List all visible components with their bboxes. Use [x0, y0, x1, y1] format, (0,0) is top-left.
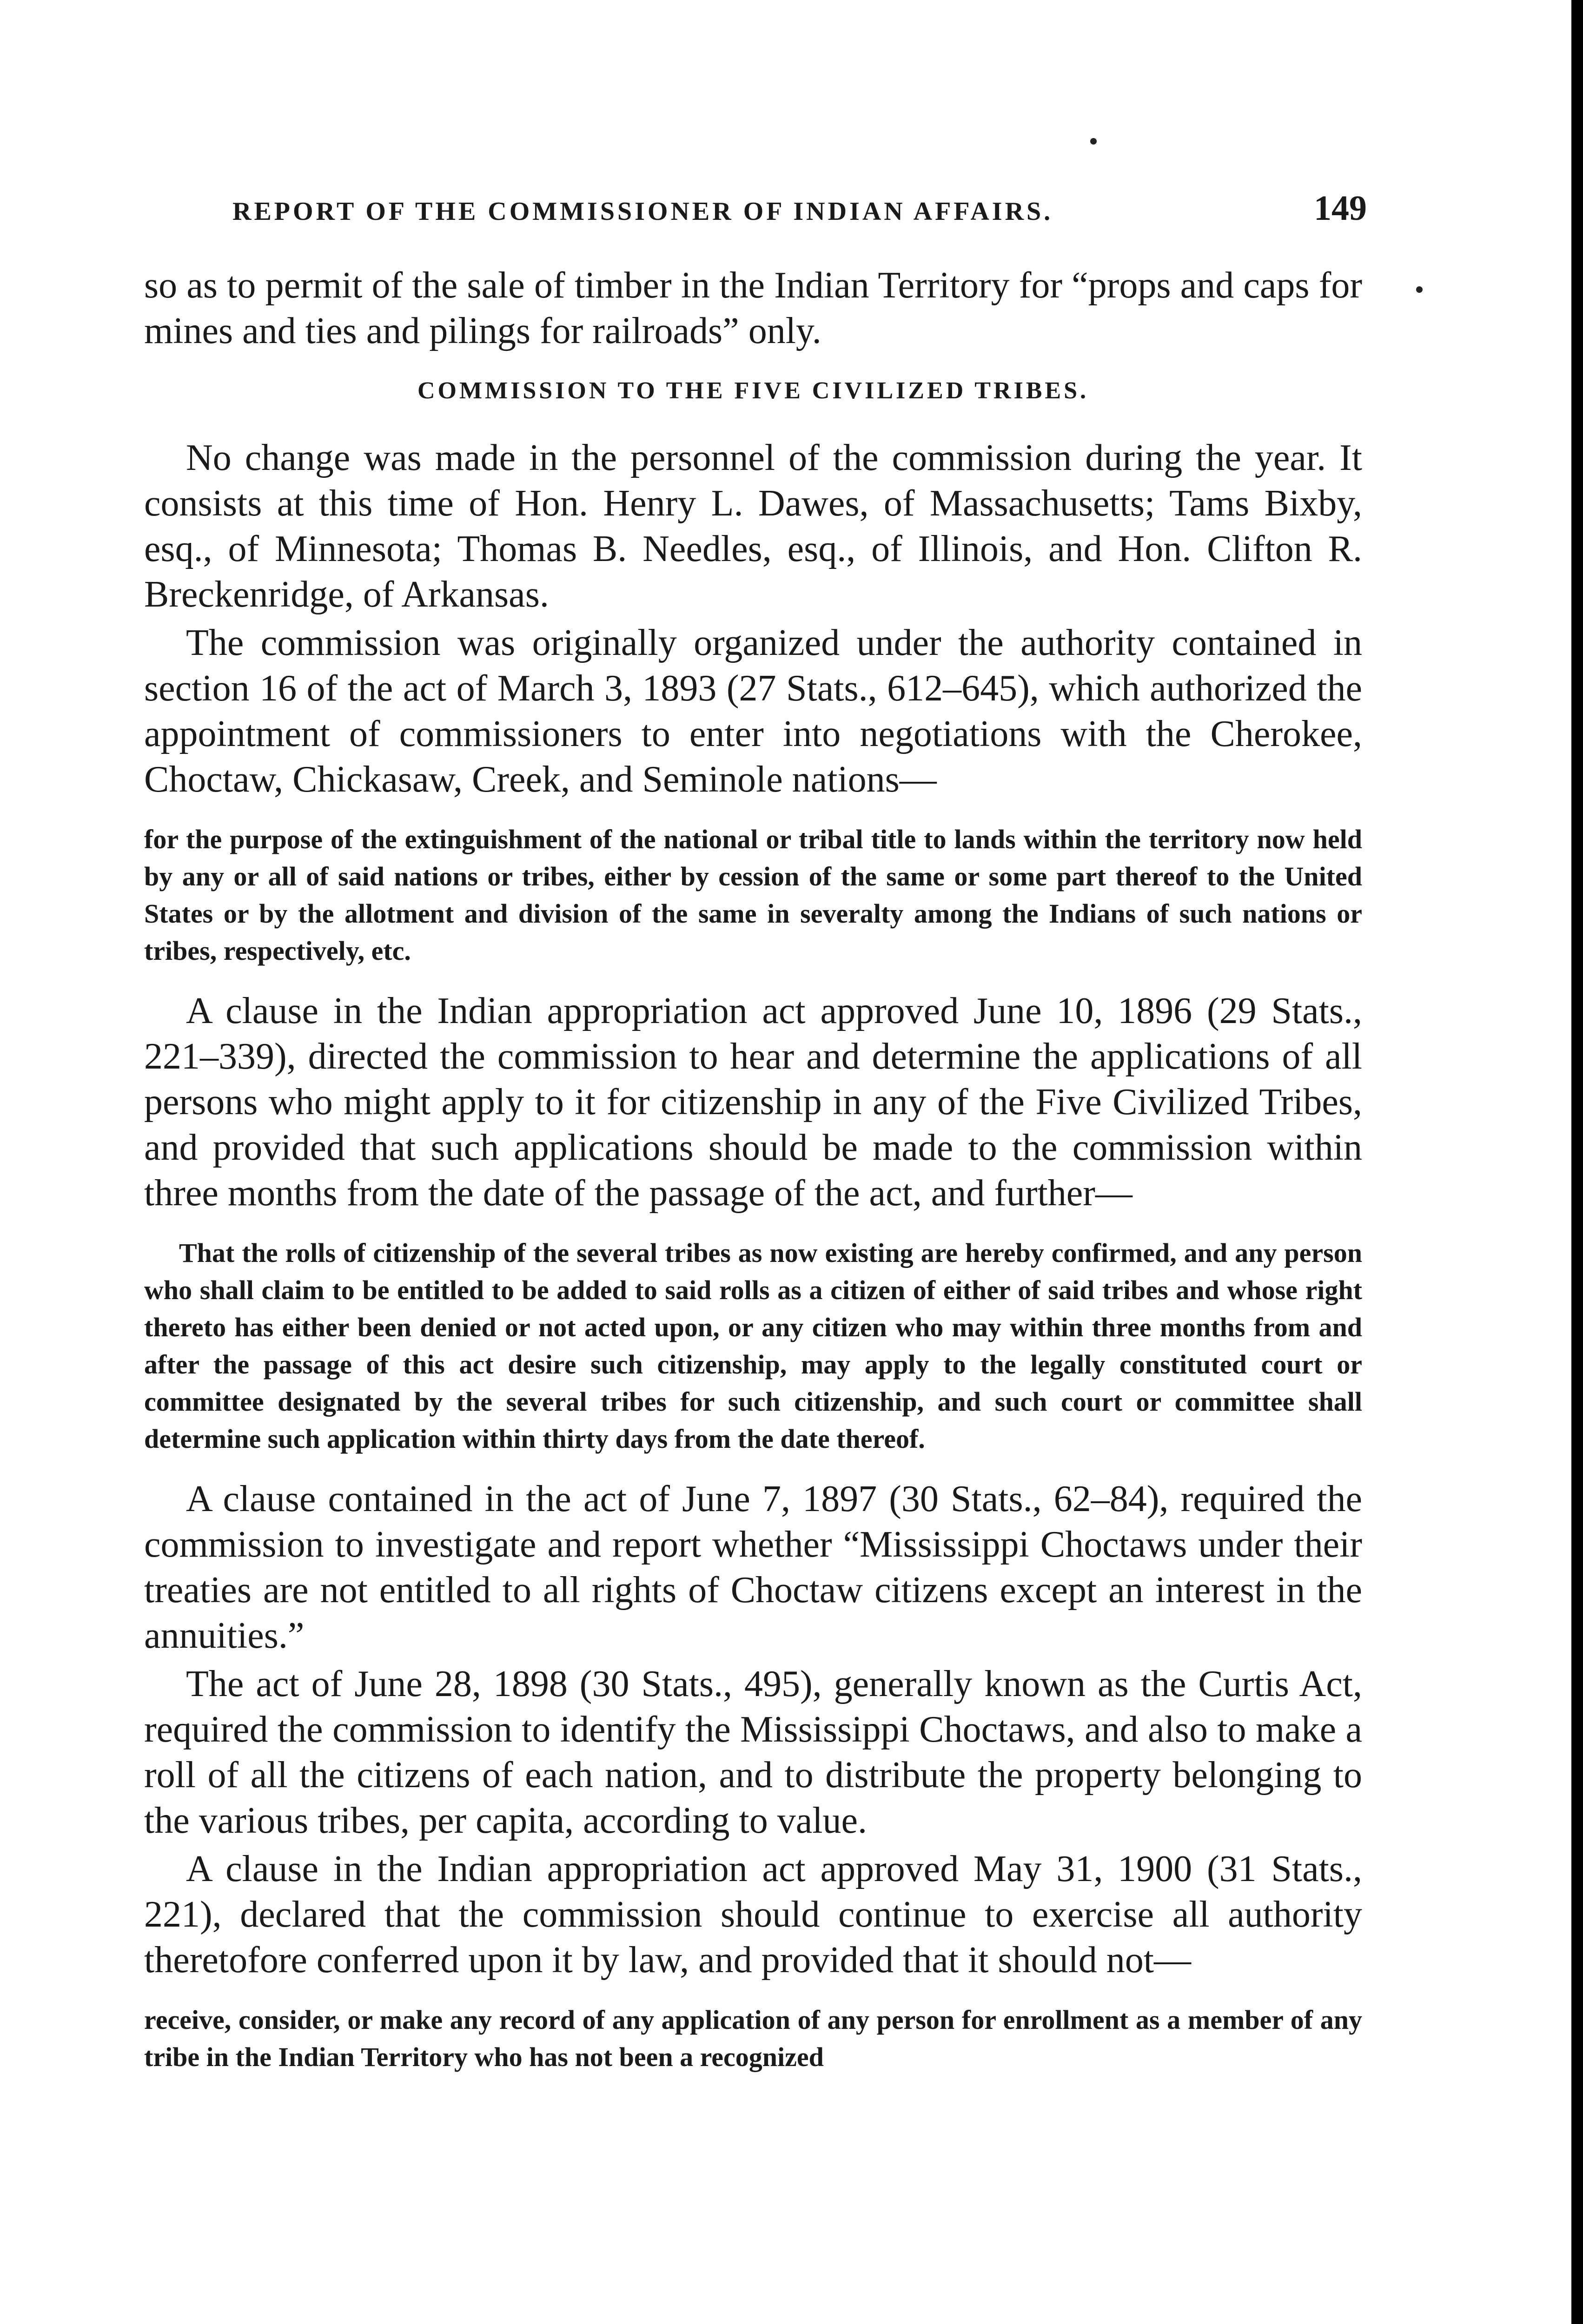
- paragraph-1896-act: A clause in the Indian appropriation act approved June 10, 1896 (29 Stats., 221–339), directed the commission to hear and determine the applications of all persons who might apply to it for citizenship in any of the Five Civilized Tribes, and provided that such applications should be made to the commission within three months from the date of the passage of the act, and further—: [144, 990, 1362, 1214]
- running-title: REPORT OF THE COMMISSIONER OF INDIAN AFFAIRS.: [232, 197, 1053, 226]
- paragraph-origin: The commission was originally organized under the authority contained in section 16 of the act of March 3, 1893 (27 Stats., 612–645), which authorized the appointment of commissioners to enter into negotiations with the Cherokee, Choctaw, Chickasaw, Creek, and Seminole nations—: [144, 622, 1362, 800]
- page-header: [232, 188, 1367, 235]
- stray-dot-top: [1090, 138, 1097, 145]
- quote-extinguishment: for the purpose of the extinguishment of the national or tribal title to lands within the territory now held by any or all of said nations or tribes, either by cession of the same or some part thereof to the United States or by the allotment and division of the same in severalty among the Indians of such nations or tribes, respectively, etc.: [144, 824, 1362, 966]
- quote-enrollment: receive, consider, or make any record of any application of any person for enrollment as a member of any tribe in the Indian Territory who has not been a recognized: [144, 2005, 1362, 2072]
- paragraph-1900-act: A clause in the Indian appropriation act approved May 31, 1900 (31 Stats., 221), declared that the commission should continue to exercise all authority theretofore conferred upon it by law, and provided that it should not—: [144, 1849, 1362, 1981]
- paragraph-personnel: No change was made in the personnel of the commission during the year. It consists at this time of Hon. Henry L. Dawes, of Massachusetts; Tams Bixby, esq., of Minnesota; Thomas B. Needles, esq., of Illinois, and Hon. Clifton R. Breckenridge, of Arkansas.: [144, 437, 1362, 615]
- paragraph-1897-act: A clause contained in the act of June 7, 1897 (30 Stats., 62–84), required the commission to investigate and report whether “Mississippi Choctaws under their treaties are not entitled to all rights of Choctaw citizens except an interest in the annuities.”: [144, 1479, 1362, 1656]
- section-heading: COMMISSION TO THE FIVE CIVILIZED TRIBES.: [417, 377, 1089, 404]
- paragraph-continuation: so as to permit of the sale of timber in the Indian Territory for “props and caps for mines and ties and pilings for railroads” only.: [144, 265, 1362, 351]
- quote-rolls: That the rolls of citizenship of the several tribes as now existing are hereby confirmed, and any person who shall claim to be entitled to be added to said rolls as a citizen of either of said tribes and whose right thereto has either been denied or not acted upon, or any citizen who may within three months from and after the passage of this act desire such citizenship, may apply to the legally constituted court or committee designated by the several tribes for such citizenship, and such court or committee shall determine such application within thirty days from the date thereof.: [144, 1238, 1362, 1454]
- stray-dot-right: [1416, 286, 1423, 293]
- body-text: [144, 263, 1362, 2076]
- page-number: 149: [1314, 189, 1367, 228]
- paragraph-curtis-act: The act of June 28, 1898 (30 Stats., 495), generally known as the Curtis Act, required the commission to identify the Mississippi Choctaws, and also to make a roll of all the citizens of each nation, and to distribute the property belonging to the various tribes, per capita, according to value.: [144, 1664, 1362, 1841]
